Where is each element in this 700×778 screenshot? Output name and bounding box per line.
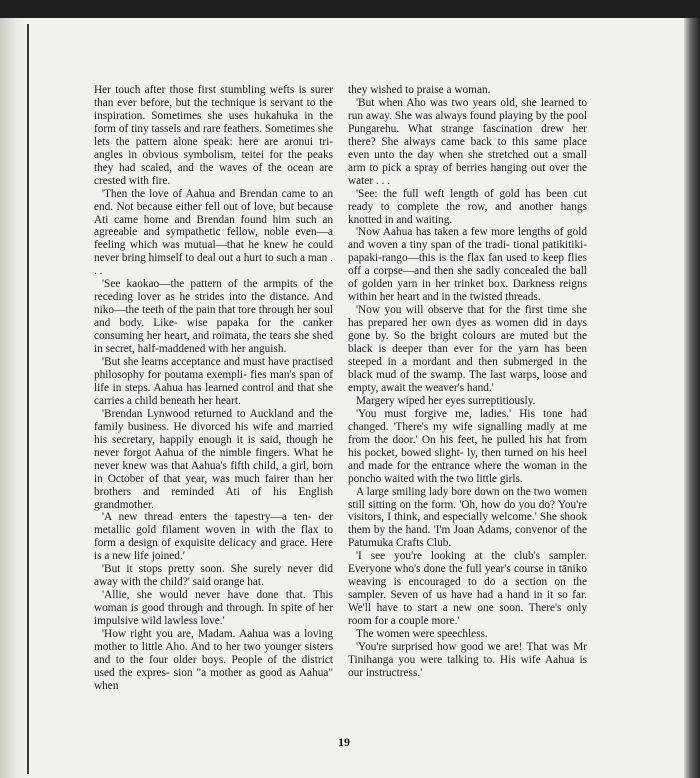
paragraph: 'I see you're looking at the club's sampler. Everyone who's done the full year's course in tāniko weaving is encouraged to do a section on the sampler. Seven of us have had a hand in it so far. We'll have to start a new one soon. There's only room for a couple more.' <box>348 550 587 628</box>
paragraph: 'A new thread enters the tapestry—a ten- der metallic gold filament woven in with the flax to form a design of exquisite delicacy and grace. Here is a new life joined.' <box>94 511 333 563</box>
page-edge-shadow <box>684 18 700 778</box>
paragraph: Margery wiped her eyes surreptitiously. <box>356 394 536 407</box>
paragraph: 'Allie, she would never have done that. This woman is good through and through. In spite of her impulsive wild lawless love.' <box>94 589 333 628</box>
paragraph: Her touch after those first stumbling wefts is surer than ever before, but the technique is servant to the inspiration. Sometimes she uses hukahuka in the form of tiny tassels and rare feathers. Sometimes she lets the pattern alone speak: here are aronui tri- angles in obvious symbolism, teitei for the peaks they had scaled, and the waves of the ocean are crested with fire. <box>94 84 333 187</box>
paragraph: they wished to praise a woman. <box>348 84 491 96</box>
paragraph: 'How right you are, Madam. Aahua was a loving mother to little Aho. And to her two younger sisters and to the four older boys. People of the district used the expres- sion "a mother as good as Aahua" when <box>94 628 333 692</box>
paragraph: 'But when Aho was two years old, she learned to run away. She was always found playing by the pool Pungarehu. What strange fascination drew her there? She always came back to this same place even unto the day when she stretched out a small arm to pick a spray of berries hanging out over the water . . . <box>348 96 587 187</box>
paragraph: 'Now you will observe that for the first time she has prepared her own dyes as women did in days gone by. So the bright colours are muted but the black is deeper than ever for the yarn has been steeped in a mordant and then submerged in the black mud of the swamp. The last warps, loose and empty, await the weaver's hand.' <box>348 304 587 394</box>
paragraph: 'Brendan Lynwood returned to Auckland and the family business. He divorced his wife and married his secretary, happily enough it is said, though he never forgot Aahua of the nimble fingers. What he never knew was that Aahua's fifth child, a girl, born in October of that year, was much fairer than her brothers and reminded Ati of his English grandmother. <box>94 407 333 511</box>
paragraph: 'See kaokao—the pattern of the armpits of the receding lover as he strides into the distance. And niko—the teeth of the pain that tore through her soul and body. Like- wise papaka for the canker consuming her heart, and roimata, the tears she shed in secret, half-maddened with her anguish. <box>94 278 333 356</box>
paragraph: 'Then the love of Aahua and Brendan came to an end. Not because either fell out of love, but because Ati came home and Brendan found him such an agreeable and sympathetic fellow, noble even—a feeling which was mutual—that he knew he could never bring himself to deal out a hurt to such a man . . . <box>94 187 333 278</box>
text-column-right <box>348 84 587 680</box>
paragraph: The women were speechless. <box>356 628 488 641</box>
paragraph: 'But she learns acceptance and must have practised philosophy for poutama exempli- fies man's span of life in steps. Aahua has learned control and that she carries a child beneath her heart. <box>94 356 333 407</box>
paragraph: A large smiling lady bore down on the two women still sitting on the form. 'Oh, how do you do? You're visitors, I think, and especially welcome.' She shook them by the hand. 'I'm Joan Adams, convenor of the Patumuka Crafts Club. <box>348 485 587 550</box>
paragraph: 'But it stops pretty soon. She surely never did away with the child?' said orange hat. <box>94 563 333 589</box>
page-number: 19 <box>338 735 350 749</box>
paragraph: 'You must forgive me, ladies.' His tone had changed. 'There's my wife signalling madly at me from the door.' On his feet, he pulled his hat from his pocket, bowed slight- ly, then turned on his heel and made for the entrance where the woman in the poncho waited with the two little girls. <box>348 407 587 485</box>
page-gutter <box>0 18 26 778</box>
gutter-line <box>27 24 29 774</box>
text-column-left <box>94 84 333 693</box>
paragraph: 'See: the full weft length of gold has been cut ready to complete the row, and another hangs knotted in and waiting. <box>348 187 587 226</box>
paragraph: 'Now Aahua has taken a few more lengths of gold and woven a tiny span of the tradi- tional patikitiki-papaki-rango—this is the flax fan used to keep flies off a corpse—and then she sadly concealed the ball of golden yarn in her trinket box. Darkness reigns within her heart and in the twisted threads. <box>348 226 587 304</box>
paragraph: 'You're surprised how good we are! That was Mr Tinihanga you were talking to. His wife Aahua is our instructress.' <box>348 640 587 679</box>
